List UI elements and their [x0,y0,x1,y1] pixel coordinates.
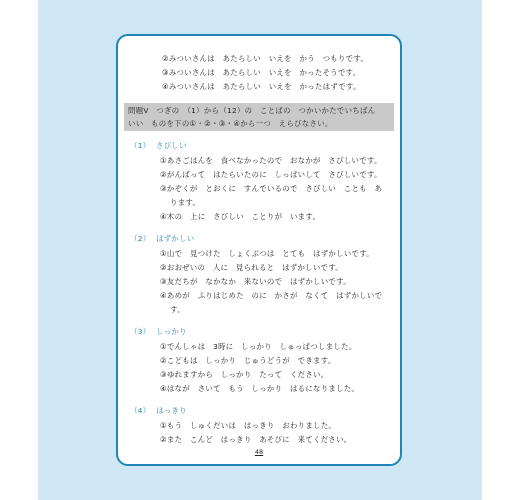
instruction-line: 問題Ⅴ つぎの （1）から（12）の ことばの つかいかたでいちばん [128,106,376,115]
worksheet-content [130,52,392,447]
question-heading [130,139,392,153]
option-line: ②がんばって はたらいたのに しっぱいして さびしいです。 [160,170,382,179]
option-line: ③みついさんは あたらしい いえを かったそうです。 [162,68,361,77]
question-section [130,325,392,396]
option-line: ①でんしゃは 3時に しっかり しゅっぱつしました。 [160,342,357,351]
question-number: （2） [130,234,151,243]
option-line: ②みついさんは あたらしい いえを かう つもりです。 [162,54,369,63]
option-line: ③かぞくが とおくに すんでいるので さびしい ことも あ [160,184,383,193]
question-section [130,139,392,224]
option-line: ④はなが さいて もう しっかり はるになりました。 [160,384,360,393]
question-word: さびしい [156,141,187,150]
option-line: ①あさごはんを 食べなかったので おなかが さびしいです。 [160,156,382,165]
option-line: ③ゆれますから しっかり たって ください。 [160,370,329,379]
previous-question-options [130,52,392,94]
option-line: ④あめが ふりはじめた のに かさが なくて はずかしいで [160,291,383,300]
question-number: （3） [130,327,151,336]
question-number: （4） [130,406,151,415]
question-heading [130,404,392,418]
option-line: ④木の 上に さびしい ことりが います。 [160,212,321,221]
option-line: ①山で 見つけた しょくぶつは とても はずかしいです。 [160,249,374,258]
question-number: （1） [130,141,151,150]
option-line-continued: す。 [170,305,185,314]
page-number: 48 [254,448,264,456]
instruction-line: いい ものを下の①・②・③・④から一つ えらびなさい。 [128,119,333,128]
question-word: しっかり [156,327,187,336]
option-line: ①もう しゅくだいは はっきり おわりました。 [160,421,337,430]
option-line-continued: ります。 [170,198,201,207]
option-line: ②また こんど はっきり あそびに 来てください。 [160,435,352,444]
option-line: ②おおぜいの 人に 見られると はずかしいです。 [160,263,343,272]
instruction-box [124,103,394,131]
question-heading [130,232,392,246]
worksheet-card [116,34,402,466]
option-line: ②こどもは しっかり じゅうどうが できます。 [160,356,336,365]
question-section [130,404,392,447]
question-word: はずかしい [156,234,195,243]
question-word: はっきり [156,406,187,415]
option-line: ③友だちが なかなか 来ないので はずかしいです。 [160,277,351,286]
option-line: ④みついさんは あたらしい いえを かったはずです。 [162,82,361,91]
question-section [130,232,392,317]
question-heading [130,325,392,339]
